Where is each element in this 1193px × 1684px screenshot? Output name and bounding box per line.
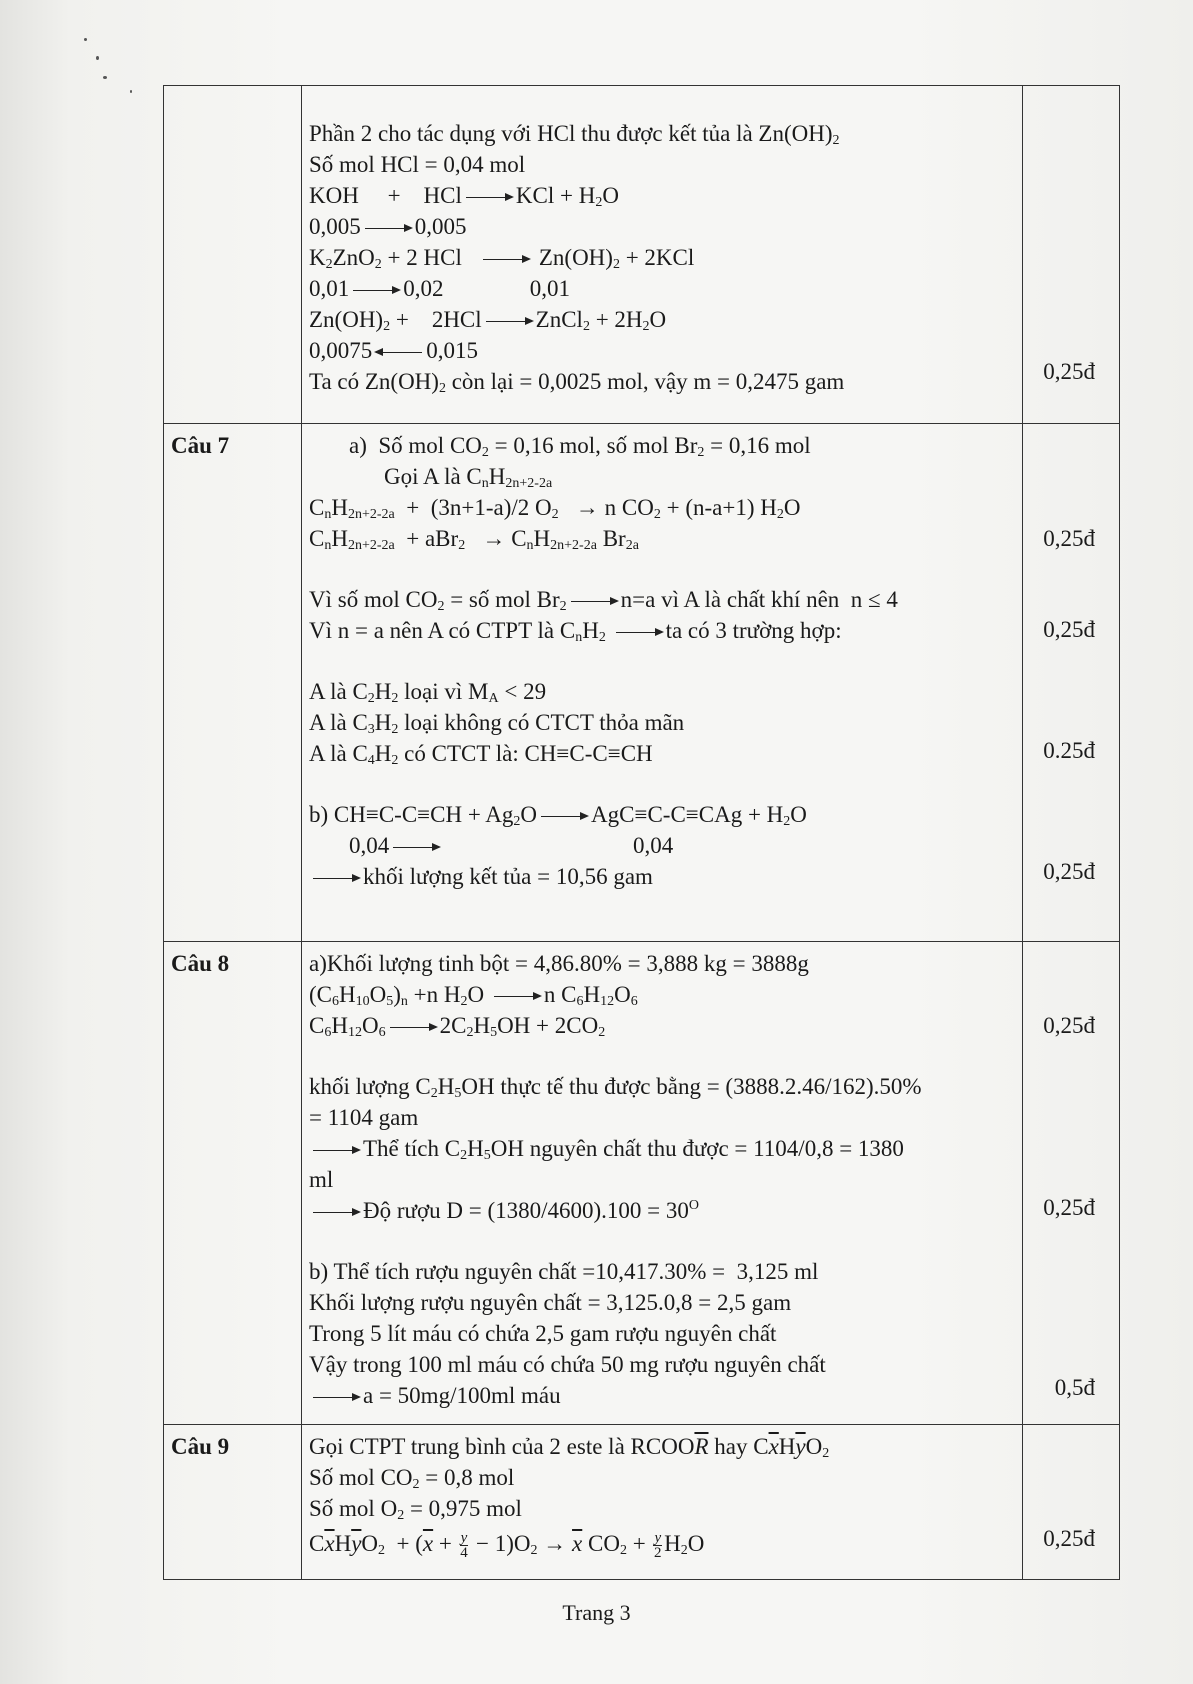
answer-line: Gọi A là $C_nH_{2n+2-2a}$ <box>384 464 553 491</box>
question-label-cell <box>164 1425 302 1580</box>
answer-line: $C_nH_{2n+2-2a} + aBr_2 \to C_nH_{2n+2-2a}$ $Br_{2a}$ <box>309 526 639 553</box>
score-value: 0,25đ <box>1043 359 1095 384</box>
score-value: 0,25đ <box>1043 1526 1095 1551</box>
answer-line: $Zn(OH)_2$ + 2HCl ZnCl$_2$ + $2H_2O$ <box>309 307 667 334</box>
table-row-cau7 <box>164 424 1120 942</box>
reaction-arrow <box>486 321 532 322</box>
question-label: Câu 7 <box>171 433 230 458</box>
answer-line: Thể tích $C_2H_5OH$ nguyên chất thu được = 1104/0,8 = 1380 <box>309 1133 1016 1164</box>
reaction-arrow-left <box>376 352 422 353</box>
answer-line: 0,0075 0,015 <box>309 338 478 363</box>
score-value: 0,25đ <box>1043 526 1095 551</box>
score-value: 0,25đ <box>1043 1013 1095 1038</box>
answer-line: Số mol HCl = 0,04 mol <box>309 152 526 177</box>
answer-line: A là $C_3H_2$ loại không có CTCT thỏa mãn <box>309 710 685 737</box>
table-row-cau6-continued <box>164 86 1120 424</box>
answer-content-cell <box>302 942 1023 1425</box>
question-label: Câu 8 <box>171 951 230 976</box>
fraction: $\frac{y}{2}$ <box>654 1530 662 1562</box>
answer-line: 0,005 0,005 <box>309 214 467 239</box>
answer-line: $C_6H_{12}O_6$ $2C_2H_5OH + 2CO_2$ <box>309 1013 606 1040</box>
answer-line: a)Khối lượng tinh bột = 4,86.80% = 3,888 kg = 3888g <box>309 951 809 976</box>
reaction-arrow <box>390 1027 436 1028</box>
score-value: 0,25đ <box>1043 859 1095 884</box>
answer-line: b) Thể tích rượu nguyên chất =10,417.30% = 3,125 ml <box>309 1259 819 1284</box>
score-value: 0,25đ <box>1043 617 1095 642</box>
answer-content-cell <box>302 1425 1023 1580</box>
table-row-cau8 <box>164 942 1120 1425</box>
answer-line: Gọi CTPT trung bình của 2 este là RCOOR hay CxHyO$_2$ <box>309 1434 830 1461</box>
answer-line: ml <box>309 1167 334 1192</box>
answer-line: Vì n = a nên A có CTPT là $C_nH_2$ ta có 3 trường hợp: <box>309 618 842 645</box>
answer-line: a = 50mg/100ml máu <box>309 1380 1016 1411</box>
reaction-arrow <box>494 996 540 997</box>
answer-line: Vì số mol $CO_2$ = số mol $Br_2$ n=a vì A là chất khí nên n ≤ 4 <box>309 587 898 614</box>
answer-line: Độ rượu $D = (1380/4600).100 = 30^O$ <box>309 1195 1016 1226</box>
question-label: Câu 9 <box>171 1434 230 1459</box>
score-cell <box>1023 86 1120 424</box>
page-number: Trang 3 <box>562 1600 631 1625</box>
score-value: 0,25đ <box>1043 1195 1095 1220</box>
reaction-arrow <box>313 878 359 879</box>
answer-line: khối lượng kết tủa = 10,56 gam <box>309 861 1016 892</box>
answer-line: $(C_6H_{10}O_5)_n +n$ $H_2O$ n $C_6H_{12}O_6$ <box>309 982 638 1009</box>
reaction-arrow <box>313 1150 359 1151</box>
reaction-arrow <box>483 259 529 260</box>
answer-content-cell <box>302 86 1023 424</box>
reaction-arrow <box>313 1212 359 1213</box>
answer-line: Số mol $CO_2 = 0,8$ mol <box>309 1465 515 1492</box>
answer-line: khối lượng $C_2H_5OH$ thực tế thu được bằng = (3888.2.46/162).50% <box>309 1074 922 1101</box>
answer-line: Ta có $Zn(OH)_2$ còn lại = 0,0025 mol, vậy m = 0,2475 gam <box>309 369 845 396</box>
score-value: 0,5đ <box>1054 1375 1095 1400</box>
answer-line: $C_nH_{2n+2-2a} + (3n+1-a)/2$ $O_2 \to n$ $CO_2 + (n-a+1)$ $H_2O$ <box>309 495 801 522</box>
question-label-cell <box>164 86 302 424</box>
scan-speck <box>84 38 87 41</box>
reaction-arrow <box>313 1397 359 1398</box>
answer-line: CxHyO$_2$ + (x + $\frac{y}{4}$ − $1)O_2 \to x$ $CO_2$ + $\frac{y}{2}$ $H_2O$ <box>309 1530 705 1562</box>
answer-line: Trong 5 lít máu có chứa 2,5 gam rượu nguyên chất <box>309 1321 777 1346</box>
answer-line: 0,01 0,02 0,01 <box>309 276 570 301</box>
answer-line: Số mol $O_2 = 0,975$ mol <box>309 1496 522 1523</box>
answer-line: A là $C_4H_2$ có CTCT là: CH≡C-C≡CH <box>309 741 653 768</box>
table-row-cau9 <box>164 1425 1120 1580</box>
question-label-cell <box>164 424 302 942</box>
answer-line: = 1104 gam <box>309 1105 419 1130</box>
reaction-arrow <box>393 847 439 848</box>
fraction: $\frac{y}{4}$ <box>460 1530 468 1562</box>
reaction-arrow <box>466 197 512 198</box>
score-cell <box>1023 1425 1120 1580</box>
score-value: 0.25đ <box>1043 738 1095 763</box>
answer-line: 0,04 0,04 <box>349 833 674 858</box>
answer-line: Vậy trong 100 ml máu có chứa 50 mg rượu nguyên chất <box>309 1352 826 1377</box>
reaction-arrow <box>571 601 617 602</box>
answer-line: b) $CH\equiv C-C\equiv CH + Ag_2O$ $AgC\equiv C-C\equiv CAg + H_2O$ <box>309 802 807 829</box>
scan-speck <box>130 90 132 93</box>
answer-line: Khối lượng rượu nguyên chất = 3,125.0,8 = 2,5 gam <box>309 1290 792 1315</box>
answer-line: a) Số mol $CO_2 = 0,16$ mol, số mol $Br_2 = 0,16$ mol <box>349 433 811 460</box>
answer-key-table <box>163 85 1120 1580</box>
answer-content-cell <box>302 424 1023 942</box>
reaction-arrow <box>616 632 662 633</box>
reaction-arrow <box>541 816 587 817</box>
scan-speck <box>103 76 107 79</box>
answer-line: $K_2ZnO_2 + 2$ HCl $Zn(OH)_2 + 2KCl$ <box>309 245 695 272</box>
reaction-arrow <box>353 290 399 291</box>
answer-line: KOH + HCl KCl + $H_2O$ <box>309 183 619 210</box>
reaction-arrow <box>365 228 411 229</box>
question-label-cell <box>164 942 302 1425</box>
score-cell <box>1023 424 1120 942</box>
answer-line: A là $C_2H_2$ loại vì $M_A < 29$ <box>309 679 547 706</box>
scan-speck <box>96 56 99 60</box>
score-cell <box>1023 942 1120 1425</box>
answer-line: Phần 2 cho tác dụng với HCl thu được kết tủa là $Zn(OH)_2$ <box>309 121 840 148</box>
